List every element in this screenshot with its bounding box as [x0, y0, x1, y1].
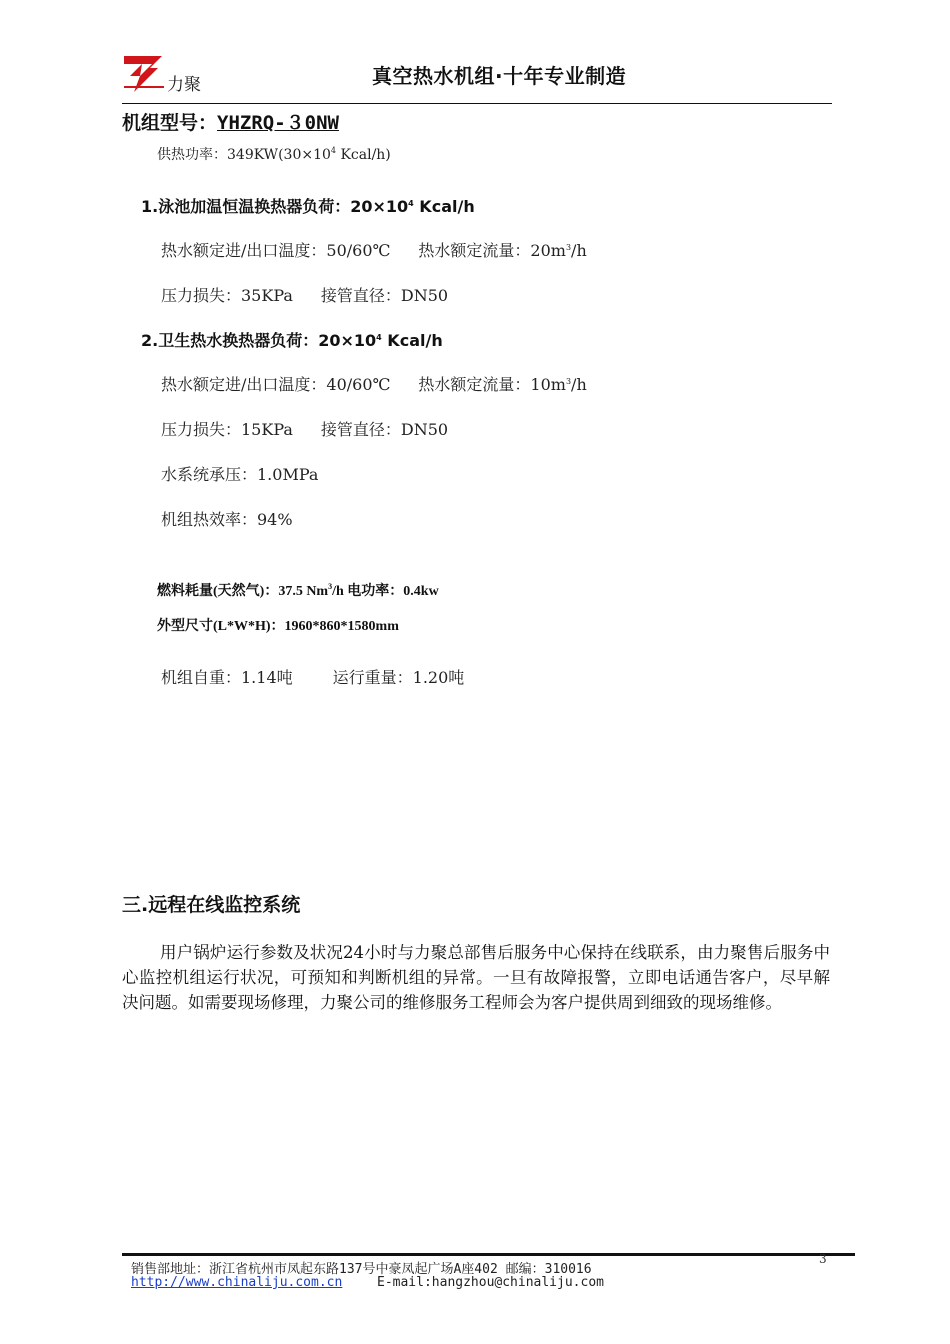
section1-temp: 热水额定进/出口温度：50/60℃ — [161, 241, 391, 260]
section2-pressure-pipe — [161, 417, 448, 440]
section1-flow-sup: 3 — [565, 243, 572, 252]
section2-temp-flow — [161, 372, 587, 395]
fuel-sup: 3 — [328, 582, 333, 591]
section1-title — [141, 194, 475, 217]
dimensions: 外型尺寸(L*W*H)：1960*860*1580mm — [157, 619, 399, 634]
section1-pressure: 压力损失：35KPa — [161, 286, 293, 305]
model-heading — [122, 108, 339, 135]
footer-divider — [122, 1253, 855, 1256]
section1-title-prefix: 1.泳池加温恒温换热器负荷：20×10 — [141, 197, 409, 216]
section1-title-sup: 4 — [408, 199, 414, 208]
section2-pipe: 接管直径：DN50 — [320, 420, 449, 439]
section2-pressure: 压力损失：15KPa — [161, 420, 293, 439]
fuel-consumption — [157, 580, 439, 600]
model-label: 机组型号： — [122, 112, 218, 134]
section2-title — [141, 328, 443, 351]
section1-pipe: 接管直径：DN50 — [320, 286, 449, 305]
section2-title-sup: 4 — [376, 333, 382, 342]
section1-flow-suffix: /h — [571, 241, 587, 260]
system-pressure: 水系统承压：1.0MPa — [161, 465, 319, 484]
fuel-prefix: 燃料耗量(天然气)：37.5 Nm — [157, 584, 329, 599]
section1-temp-flow — [161, 238, 587, 261]
heating-power-sup: 4 — [330, 146, 336, 155]
heating-power-suffix: Kcal/h) — [336, 147, 391, 163]
section2-flow-sup: 3 — [565, 377, 572, 386]
thermal-efficiency: 机组热效率：94% — [161, 510, 293, 529]
self-weight: 机组自重：1.14吨 — [161, 668, 293, 687]
section2-title-suffix: Kcal/h — [381, 331, 443, 350]
footer-email: E-mail:hangzhou@chinaliju.com — [377, 1275, 604, 1290]
fuel-suffix: /h 电功率：0.4kw — [332, 584, 439, 599]
footer-address: 销售部地址：浙江省杭州市凤起东路137号中豪凤起广场A座402 邮编：310016 — [131, 1262, 592, 1277]
footer-website-link[interactable]: http://www.chinaliju.com.cn — [131, 1275, 343, 1290]
page-number: 3 — [819, 1252, 827, 1266]
model-value: YHZRQ-３0NW — [217, 112, 339, 134]
section1-title-suffix: Kcal/h — [413, 197, 475, 216]
section2-flow-suffix: /h — [571, 375, 587, 394]
section1-flow-prefix: 热水额定流量：20m — [418, 241, 566, 260]
header-divider — [122, 103, 832, 104]
heating-power-prefix: 供热功率：349KW(30×10 — [157, 147, 331, 163]
unit-weight — [161, 665, 464, 688]
heating-power — [157, 144, 391, 164]
logo-text: 力聚 — [167, 75, 201, 95]
section2-temp: 热水额定进/出口温度：40/60℃ — [161, 375, 391, 394]
section2-flow-prefix: 热水额定流量：10m — [418, 375, 566, 394]
page-header-title: 真空热水机组·十年专业制造 — [372, 64, 627, 88]
section3-title: 三.远程在线监控系统 — [122, 894, 301, 916]
section2-title-prefix: 2.卫生热水换热器负荷：20×10 — [141, 331, 377, 350]
operating-weight: 运行重量：1.20吨 — [332, 668, 465, 687]
section1-pressure-pipe — [161, 283, 448, 306]
section3-paragraph: 用户锅炉运行参数及状况24小时与力聚总部售后服务中心保持在线联系，由力聚售后服务中心监控机组运行状况，可预知和判断机组的异常。一旦有故障报警，立即电话通告客户，尽早解决问题。如需要现场修理，力聚公司的维修服务工程师会为客户提供周到细致的现场维修。 — [122, 943, 830, 1012]
